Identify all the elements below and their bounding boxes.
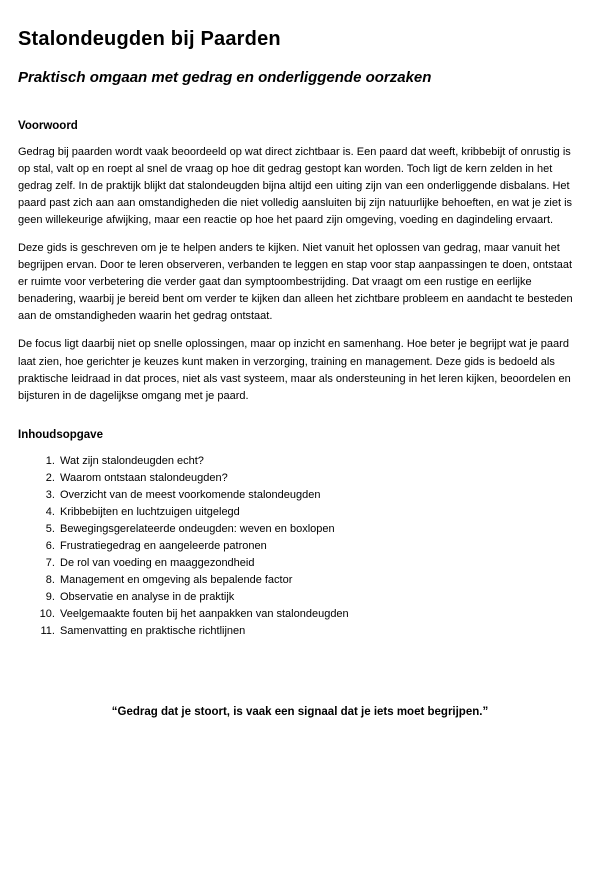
page-subtitle: Praktisch omgaan met gedrag en onderliggende oorzaken bbox=[18, 69, 432, 86]
toc-item-3: 3. Overzicht van de meest voorkomende stalondeugden bbox=[58, 487, 582, 504]
toc-item-9: 9. Observatie en analyse in de praktijk bbox=[58, 589, 582, 606]
toc-item-7: 7. De rol van voeding en maaggezondheid bbox=[58, 555, 582, 572]
toc-item-6: 6. Frustratiegedrag en aangeleerde patronen bbox=[58, 538, 582, 555]
toc-item-8: 8. Management en omgeving als bepalende factor bbox=[58, 572, 582, 589]
toc-list bbox=[18, 453, 582, 641]
section-inhoudsopgave bbox=[18, 429, 582, 641]
voorwoord-paragraph-3: De focus ligt daarbij niet op snelle oplossingen, maar op inzicht en samenhang. Hoe beter je begrijpt wat je paard laat zien, hoe gerichter je keuzes kunt maken in verzorging, training en management. Deze gids is bedoeld als praktische leidraad in dat proces, niet als vast systeem, maar als ondersteuning in het leren kijken, beoordelen en bijsturen in de dagelijkse omgang met je paard. bbox=[18, 338, 571, 402]
toc-item-11: 11. Samenvatting en praktische richtlijnen bbox=[58, 623, 582, 640]
toc-item-2: 2. Waarom ontstaan stalondeugden? bbox=[58, 470, 582, 487]
toc-item-1: 1. Wat zijn stalondeugden echt? bbox=[58, 453, 582, 470]
voorwoord-paragraph-1: Gedrag bij paarden wordt vaak beoordeeld op wat direct zichtbaar is. Een paard dat weeft, kribbebijt of onrustig is op stal, valt op en roept al snel de vraag op hoe dit gedrag gestopt kan worden. Toch ligt de kern zelden in het gedrag zelf. In de praktijk blijkt dat stalondeugden bijna altijd een uiting zijn van een onderliggende disbalans. Het paard past zich aan aan omstandigheden die niet volledig aansluiten bij zijn natuurlijke behoeften, en wat je ziet is geen willekeurige afwijking, maar een reactie op hoe het paard zijn omgeving, voeding en dagindeling ervaart. bbox=[18, 146, 573, 227]
page-title: Stalondeugden bij Paarden bbox=[18, 28, 281, 50]
toc-item-10: 10. Veelgemaakte fouten bij het aanpakken van stalondeugden bbox=[58, 606, 582, 623]
inhoudsopgave-heading: Inhoudsopgave bbox=[18, 428, 103, 441]
toc-item-5: 5. Bewegingsgerelateerde ondeugden: weven en boxlopen bbox=[58, 521, 582, 538]
toc-item-4: 4. Kribbebijten en luchtzuigen uitgelegd bbox=[58, 504, 582, 521]
voorwoord-heading: Voorwoord bbox=[18, 120, 78, 132]
voorwoord-paragraph-2: Deze gids is geschreven om je te helpen anders te kijken. Niet vanuit het oplossen van gedrag, maar vanuit het begrijpen ervan. Door te leren observeren, verbanden te leggen en stap voor stap aanpassingen te doen, ontstaat er ruimte voor verbetering die verder gaat dan symptoombestrijding. Dat vraagt om een rustige en eerlijke benadering, waarbij je bereid bent om verder te kijken dan alleen het zichtbare probleem en aandacht te besteden aan de omstandigheden waarin het gedrag ontstaat. bbox=[18, 242, 573, 323]
section-voorwoord bbox=[18, 120, 582, 405]
closing-quote: “Gedrag dat je stoort, is vaak een signaal dat je iets moet begrijpen.” bbox=[111, 706, 489, 719]
